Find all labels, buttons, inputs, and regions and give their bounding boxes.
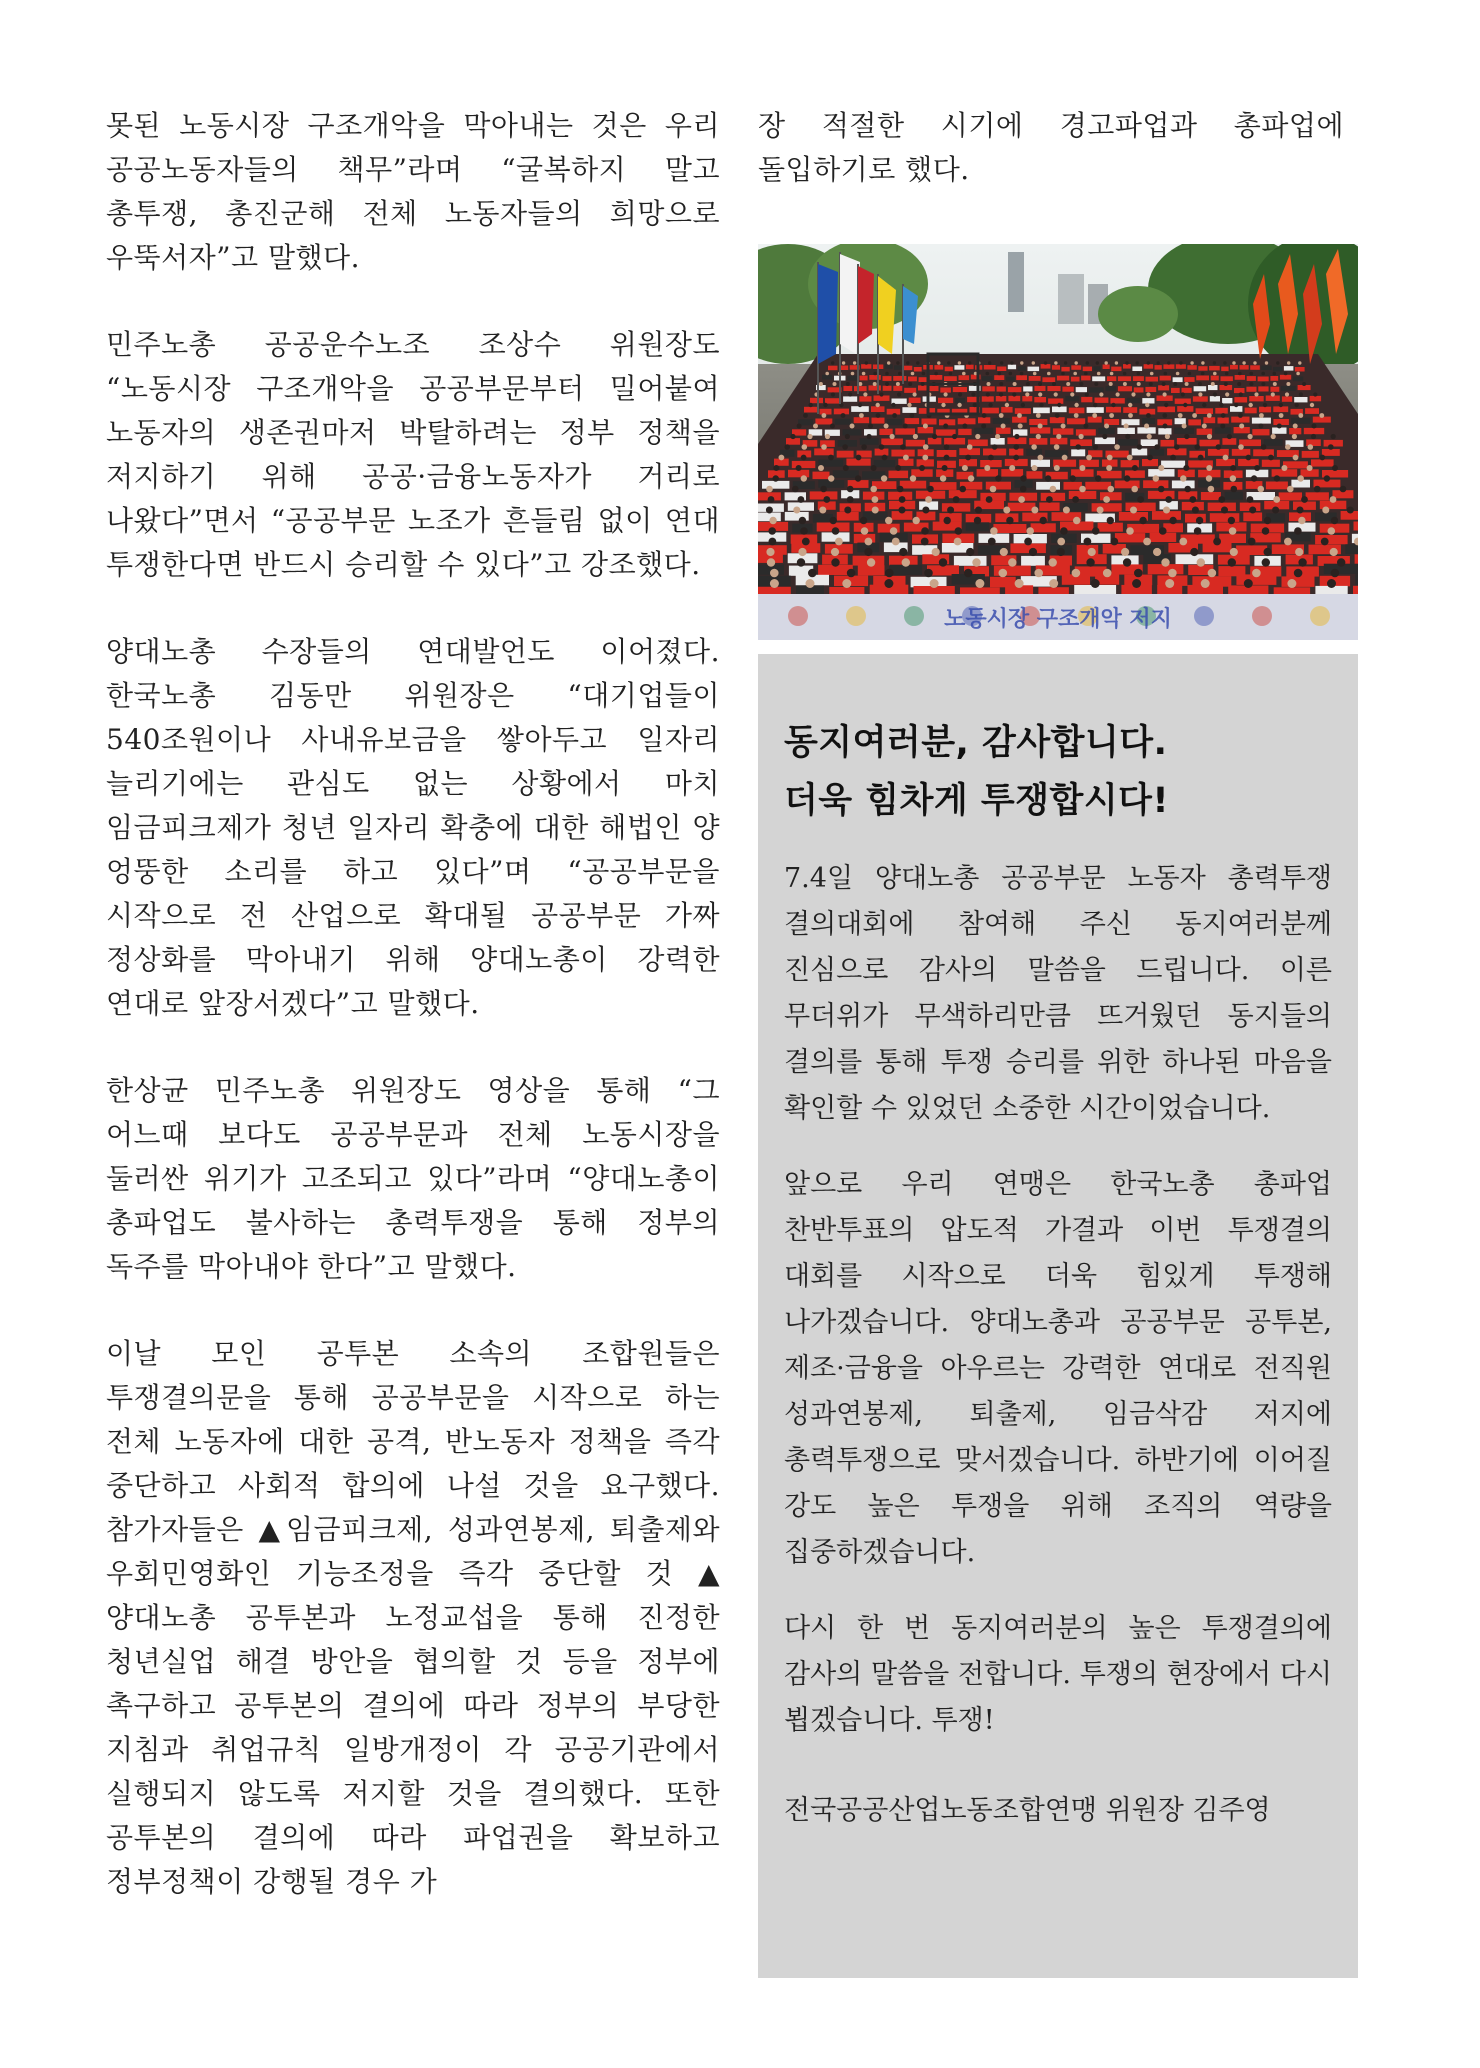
thanks-signature: 전국공공산업노동조합연맹 위원장 김주영	[784, 1795, 1271, 1826]
thanks-paragraph: 다시 한 번 동지여러분의 높은 투쟁결의에 감사의 말씀을 전합니다. 투쟁의 현장에서 다시 뵙겠습니다. 투쟁!	[784, 1613, 1332, 1736]
article-left-column	[106, 104, 720, 1947]
thanks-title-line2: 더욱 힘차게 투쟁합시다!	[784, 781, 1169, 821]
article-paragraph: 양대노총 수장들의 연대발언도 이어졌다. 한국노총 김동만 위원장은 “대기업들이 540조원이나 사내유보금을 쌓아두고 일자리 늘리기에는 관심도 없는 상황에서 마치 임금피크제가 청년 일자리 확충에 대한 해법인 양 엉뚱한 소리를 하고 있다”며 “공공부문을 시작으로 전 산업으로 확대될 공공부문 가짜 정상화를 막아내기 위해 양대노총이 강력한 연대로 앞장서겠다”고 말했다.	[106, 635, 720, 1020]
floor-banner-text: 노동시장 구조개악 저지	[944, 607, 1172, 632]
rally-photo-image	[758, 244, 1358, 640]
article-paragraph: 민주노총 공공운수노조 조상수 위원장도 “노동시장 구조개악을 공공부문부터 밀어붙여 노동자의 생존권마저 박탈하려는 정부 정책을 저지하기 위해 공공·금융노동자가 거리로 나왔다”면서 “공공부문 노조가 흔들림 없이 연대 투쟁한다면 반드시 승리할 수 있다”고 강조했다.	[106, 328, 721, 581]
thanks-paragraph: 앞으로 우리 연맹은 한국노총 총파업 찬반투표의 압도적 가결과 이번 투쟁결의 대회를 시작으로 더욱 힘있게 투쟁해 나가겠습니다. 양대노총과 공공부문 공투본, 제조·금융을 아우르는 강력한 연대로 전직원 성과연봉제, 퇴출제, 임금삭감 저지에 총력투쟁으로 맞서겠습니다. 하반기에 이어질 강도 높은 투쟁을 위해 조직의 역량을 집중하겠습니다.	[784, 1169, 1332, 1568]
thanks-box	[758, 654, 1358, 1978]
thanks-paragraph: 7.4일 양대노총 공공부문 노동자 총력투쟁 결의대회에 참여해 주신 동지여러분께 진심으로 감사의 말씀을 드립니다. 이른 무더위가 무색하리만큼 뜨거웠던 동지들의 결의를 통해 투쟁 승리를 위한 하나된 마음을 확인할 수 있었던 소중한 시간이었습니다.	[784, 863, 1332, 1124]
article-paragraph: 못된 노동시장 구조개악을 막아내는 것은 우리 공공노동자들의 책무”라며 “굴복하지 말고 총투쟁, 총진군해 전체 노동자들의 희망으로 우뚝서자”고 말했다.	[106, 109, 720, 274]
thanks-title-line1: 동지여러분, 감사합니다.	[784, 723, 1168, 763]
thanks-title	[784, 714, 1332, 830]
article-right-column	[758, 104, 1358, 192]
article-paragraph: 한상균 민주노총 위원장도 영상을 통해 “그 어느때 보다도 공공부문과 전체 노동시장을 둘러싼 위기가 고조되고 있다”라며 “양대노총이 총파업도 불사하는 총력투쟁을 통해 정부의 독주를 막아내야 한다”고 말했다.	[106, 1074, 720, 1283]
article-continuation: 장 적절한 시기에 경고파업과 총파업에 돌입하기로 했다.	[758, 109, 1344, 186]
rally-photo	[758, 244, 1358, 640]
article-paragraph: 이날 모인 공투본 소속의 조합원들은 투쟁결의문을 통해 공공부문을 시작으로 하는 전체 노동자에 대한 공격, 반노동자 정책을 즉각 중단하고 사회적 합의에 나설 것을 요구했다. 참가자들은 ▲임금피크제, 성과연봉제, 퇴출제와 우회민영화인 기능조정을 즉각 중단할 것 ▲양대노총 공투본과 노정교섭을 통해 진정한 청년실업 해결 방안을 협의할 것 등을 정부에 촉구하고 공투본의 결의에 따라 정부의 부당한 지침과 취업규칙 일방개정이 각 공공기관에서 실행되지 않도록 저지할 것을 결의했다. 또한 공투본의 결의에 따라 파업권을 확보하고 정부정책이 강행될 경우 가	[106, 1337, 720, 1898]
